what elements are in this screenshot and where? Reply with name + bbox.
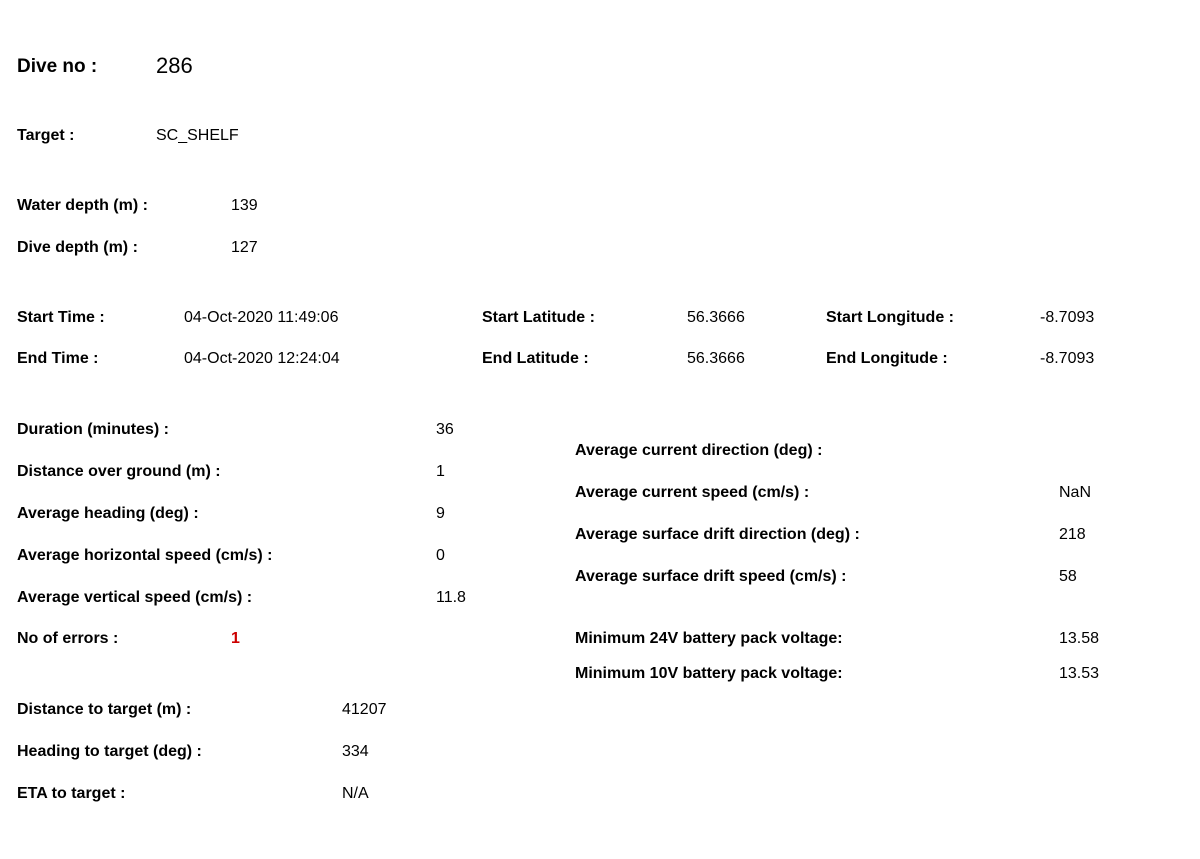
horizontal-speed-label: Average horizontal speed (cm/s) :: [17, 547, 273, 564]
end-latitude-label: End Latitude :: [482, 350, 589, 367]
end-time-value: 04-Oct-2020 12:24:04: [184, 350, 340, 367]
water-depth-label: Water depth (m) :: [17, 197, 148, 214]
surface-drift-direction-value: 218: [1059, 526, 1086, 543]
start-longitude-label: Start Longitude :: [826, 309, 954, 326]
current-speed-value: NaN: [1059, 484, 1092, 501]
end-longitude-label: End Longitude :: [826, 350, 948, 367]
start-time-value: 04-Oct-2020 11:49:06: [184, 309, 339, 326]
surface-drift-speed-label: Average surface drift speed (cm/s) :: [575, 568, 847, 585]
distance-over-ground-value: 1: [436, 463, 445, 480]
heading-to-target-label: Heading to target (deg) :: [17, 743, 202, 760]
end-time-label: End Time :: [17, 350, 99, 367]
end-latitude-value: 56.3666: [687, 350, 745, 367]
surface-drift-speed-value: 58: [1059, 568, 1077, 585]
vertical-speed-value: 11.8: [436, 589, 466, 606]
average-heading-label: Average heading (deg) :: [17, 505, 199, 522]
vertical-speed-label: Average vertical speed (cm/s) :: [17, 589, 253, 606]
start-latitude-value: 56.3666: [687, 309, 745, 326]
current-direction-label: Average current direction (deg) :: [575, 442, 823, 459]
dive-no-label: Dive no :: [17, 56, 98, 77]
heading-to-target-value: 334: [342, 743, 369, 760]
errors-label: No of errors :: [17, 630, 119, 647]
battery-10v-value: 13.53: [1059, 665, 1100, 682]
end-longitude-value: -8.7093: [1040, 350, 1095, 367]
dive-no-value: 286: [156, 53, 193, 78]
current-speed-label: Average current speed (cm/s) :: [575, 484, 810, 501]
dive-depth-label: Dive depth (m) :: [17, 239, 138, 256]
distance-over-ground-label: Distance over ground (m) :: [17, 463, 221, 480]
target-label: Target :: [17, 127, 75, 144]
average-heading-value: 9: [436, 505, 445, 522]
target-value: SC_SHELF: [156, 127, 239, 144]
eta-to-target-value: N/A: [342, 785, 369, 802]
surface-drift-direction-label: Average surface drift direction (deg) :: [575, 526, 860, 543]
start-latitude-label: Start Latitude :: [482, 309, 595, 326]
horizontal-speed-value: 0: [436, 547, 445, 564]
water-depth-value: 139: [231, 197, 258, 214]
battery-24v-label: Minimum 24V battery pack voltage:: [575, 630, 843, 647]
dive-depth-value: 127: [231, 239, 258, 256]
distance-to-target-value: 41207: [342, 701, 387, 718]
start-longitude-value: -8.7093: [1040, 309, 1095, 326]
battery-10v-label: Minimum 10V battery pack voltage:: [575, 665, 843, 682]
eta-to-target-label: ETA to target :: [17, 785, 126, 802]
battery-24v-value: 13.58: [1059, 630, 1100, 647]
start-time-label: Start Time :: [17, 309, 105, 326]
duration-value: 36: [436, 421, 454, 438]
duration-label: Duration (minutes) :: [17, 421, 169, 438]
distance-to-target-label: Distance to target (m) :: [17, 701, 192, 718]
errors-value: 1: [231, 630, 240, 647]
